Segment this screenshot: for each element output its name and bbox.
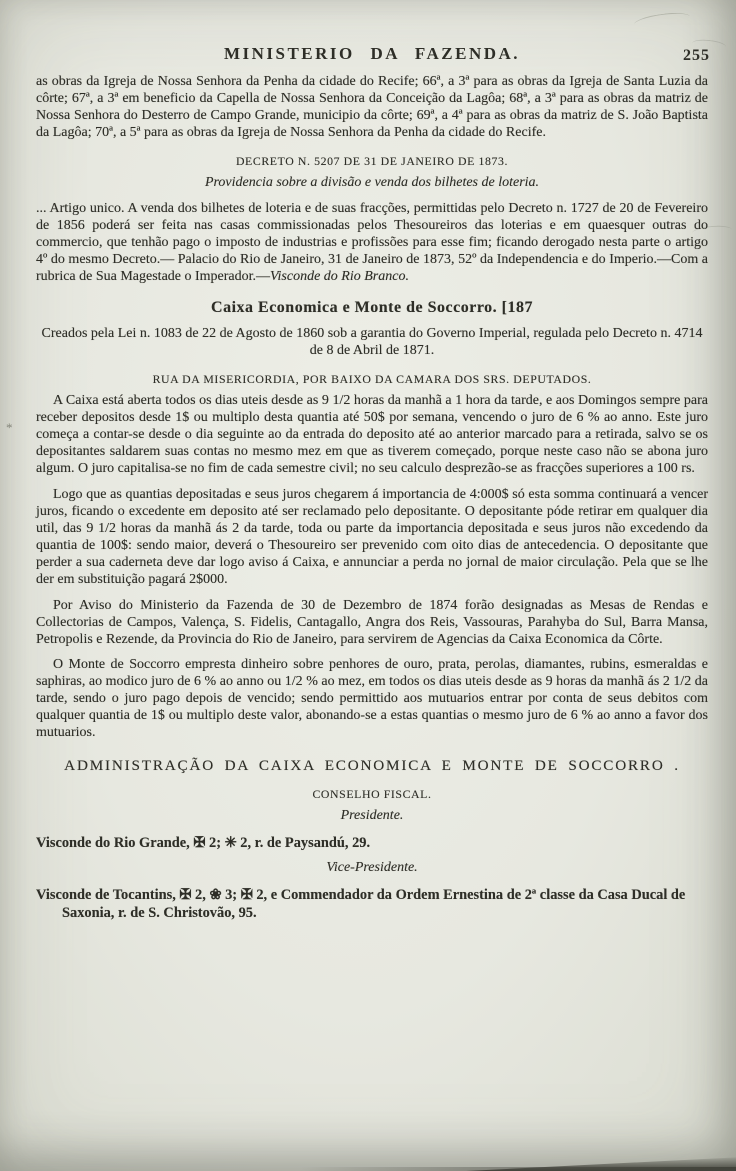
council-heading: CONSELHO FISCAL. xyxy=(312,787,432,802)
page-title: MINISTERIO DA FAZENDA. xyxy=(223,44,521,63)
decree-signature: Visconde do Rio Branco. xyxy=(270,268,409,284)
page-number: 255 xyxy=(683,47,710,64)
founding-paragraph: Creados pela Lei n. 1083 de 22 de Agosto de 1860 sob a garantia do Governo Imperial, regulada pelo Decreto n. 4714 de 8 de Abril de 1871. xyxy=(41,326,703,359)
scan-smudge xyxy=(633,10,690,31)
margin-annotation-mark: * xyxy=(6,420,13,435)
page-content xyxy=(36,44,708,930)
decree-heading: DECRETO N. 5207 DE 31 DE JANEIRO DE 1873. xyxy=(235,153,509,168)
vice-president-entry: Visconde de Tocantins, ✠ 2, ❀ 3; ✠ 2, e Commendador da Ordem Ernestina de 2ª classe da Casa Ducal de Saxonia, r. de S. Christovão, 95. xyxy=(36,887,686,922)
president-entry: Visconde do Rio Grande, ✠ 2; ✳ 2, r. de Paysandú, 29. xyxy=(36,835,371,852)
caixa-paragraph: A Caixa está aberta todos os dias uteis desde as 9 1/2 horas da manhã a 1 hora da tarde, e aos Domingos sempre para receber depositos desde 1$ ou multiplo desta quantia até 50$ por semana, vencendo o juro de 6 % ao anno. Este juro começa a contar-se desde o dia seguinte ao da entrada do deposito até ao anterior marcado para a retirada, salvo se os depositantes saldarem suas contas no mesmo mez em que as tiverem começado, porque neste caso não se abona juro algum. O juro capitalisa-se no fim de cada semestre civil; no seu calculo desprezão-se as fracções superiores a 100 rs. xyxy=(36,393,708,477)
decree-subtitle: Providencia sobre a divisão e venda dos bilhetes de loteria. xyxy=(204,174,540,190)
page-header xyxy=(36,44,708,64)
section-title-caixa: Caixa Economica e Monte de Soccorro. [187 xyxy=(211,299,533,317)
caixa-paragraph: O Monte de Soccorro empresta dinheiro sobre penhores de ouro, prata, perolas, diamantes, rubins, esmeraldas e saphiras, ao modico juro de 6 % ao anno ou 1/2 % ao mez, em todos os dias uteis desde as 9 horas da manhã ás 2 1/2 da tarde, sendo o juro pago depois de vencido; sendo permittido aos mutuarios entrar por conta de seus debitos com qualquer quantia de 1$ ou multiplo deste valor, abonando-se a estas quantias o mesmo juro de 6 % ao anno a favor dos mutuarios. xyxy=(36,657,708,741)
caixa-paragraph: Por Aviso do Ministerio da Fazenda de 30 de Dezembro de 1874 forão designadas as Mesas de Rendas e Collectorias de Campos, Valença, S. Fidelis, Cantagallo, Angra dos Reis, Vassouras, Parahyba do Sul, Barra Mansa, Petropolis e Rezende, da Provincia do Rio de Janeiro, para servirem de Agencias da Caixa Economica da Côrte. xyxy=(36,597,708,647)
president-label: Presidente. xyxy=(340,808,404,824)
continuation-paragraph: as obras da Igreja de Nossa Senhora da Penha da cidade do Recife; 66ª, a 3ª para as obras da Igreja de Santa Luzia da côrte; 67ª, a 3ª em beneficio da Capella de Nossa Senhora da Conceição da Lagôa; 68ª, a 3ª para as obras da matriz de Nossa Senhora do Desterro de Campo Grande, municipio da côrte; 69ª, a 4ª para as obras da matriz de S. João Baptista da Lagôa; 70ª, a 5ª para as obras da Igreja de Nossa Senhora da Penha da cidade do Recife. xyxy=(36,74,708,140)
decree-body-paragraph xyxy=(36,201,708,286)
administration-heading: ADMINISTRAÇÃO DA CAIXA ECONOMICA E MONTE DE SOCCORRO . xyxy=(64,757,680,775)
vice-president-label: Vice-Presidente. xyxy=(326,860,418,876)
decree-body-text: ... Artigo unico. A venda dos bilhetes de loteria e de suas fracções, permittidas pelo Decreto n. 1727 de 20 de Fevereiro de 1856 poderá ser feita nas casas commissionadas pelos Thesoureiros das loterias e em quaesquer outras do commercio, que tenhão pago o imposto de industrias e profissões para esse fim; ficando derogado nesta parte o artigo 4º do mesmo Decreto.— Palacio do Rio de Janeiro, 31 de Janeiro de 1873, 52º da Independencia e do Imperio.—Com a rubrica de Sua Magestade o Imperador.— xyxy=(36,200,708,284)
address-line: RUA DA MISERICORDIA, POR BAIXO DA CAMARA DOS SRS. DEPUTADOS. xyxy=(152,372,592,387)
caixa-paragraph: Logo que as quantias depositadas e seus juros chegarem á importancia de 4:000$ só esta somma continuará a vencer juros, ficando o excedente em deposito até ser reclamado pelo depositante. O depositante póde retirar em qualquer dia util, das 9 1/2 horas da manhã ás 2 da tarde, toda ou parte da importancia depositada e seus juros não excedendo da quantia de 100$: sendo maior, deverá o Thesoureiro ser prevenido com oito dias de antecedencia. O depositante que perder a sua caderneta deve dar logo aviso á Caixa, e annunciar a perda no jornal de maior circulação. Pela que se lhe der em substituição pagará 2$000. xyxy=(36,487,708,587)
